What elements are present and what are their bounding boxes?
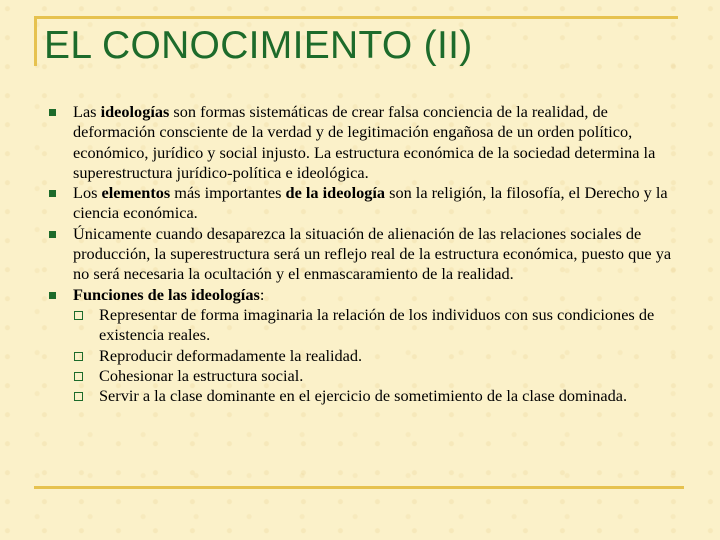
bullet-text: Únicamente cuando desaparezca la situación de alienación de las relaciones sociales de producción, la superestructura será un reflejo real de la estructura económica, puesto que ya no será necesaria la ocultación y el enmascaramiento de la realidad.	[73, 223, 672, 284]
subitem-text: Representar de forma imaginaria la relación de los individuos con sus condiciones de existencia reales.	[99, 304, 655, 345]
text-run: más importantes	[170, 183, 286, 203]
text-run: Las	[73, 102, 101, 121]
bullet-item-ideologias	[49, 102, 685, 183]
bullet-item-funciones	[49, 285, 685, 305]
bullet-text	[73, 102, 655, 182]
bullet-text	[73, 285, 264, 304]
subitem-representar	[73, 305, 685, 346]
subitem-cohesionar	[73, 366, 685, 386]
square-bullet-icon	[49, 292, 56, 299]
text-run: son la religión, la filosofía, el Derecho y la ciencia económica.	[73, 183, 668, 223]
square-bullet-icon	[49, 231, 56, 238]
checkbox-bullet-icon	[74, 311, 83, 320]
slide-body	[49, 102, 685, 406]
checkbox-bullet-icon	[74, 392, 83, 401]
text-run: Los	[73, 183, 102, 203]
bold-term: elementos	[101, 183, 171, 203]
text-run: son formas sistemáticas de crear falsa conciencia de la realidad, de deformación consciente de la verdad y de legitimación engañosa de un orden político, económico, jurídico y social injusto. La estructura económica de la sociedad determina la superestructura jurídico-política e ideológica.	[73, 102, 656, 182]
bold-term: Funciones de las ideologías	[73, 284, 260, 304]
bold-term: de la ideología	[285, 183, 386, 203]
top-rule-vertical	[34, 16, 37, 66]
checkbox-bullet-icon	[74, 352, 83, 361]
bullet-text	[73, 183, 668, 222]
subitem-servir	[73, 386, 685, 406]
bullet-item-elementos	[49, 183, 685, 224]
slide-title: EL CONOCIMIENTO (II)	[44, 24, 473, 67]
text-run: :	[259, 284, 265, 304]
subitem-text: Reproducir deformadamente la realidad.	[99, 345, 363, 365]
subitem-text: Cohesionar la estructura social.	[99, 365, 304, 385]
subitem-reproducir	[73, 346, 685, 366]
bottom-rule	[34, 486, 684, 489]
bullet-item-alienacion	[49, 224, 685, 285]
square-bullet-icon	[49, 109, 56, 116]
bold-term: ideologías	[100, 102, 170, 121]
square-bullet-icon	[49, 190, 56, 197]
subitem-text: Servir a la clase dominante en el ejercicio de sometimiento de la clase dominada.	[99, 386, 628, 406]
top-rule	[34, 16, 678, 19]
checkbox-bullet-icon	[74, 372, 83, 381]
